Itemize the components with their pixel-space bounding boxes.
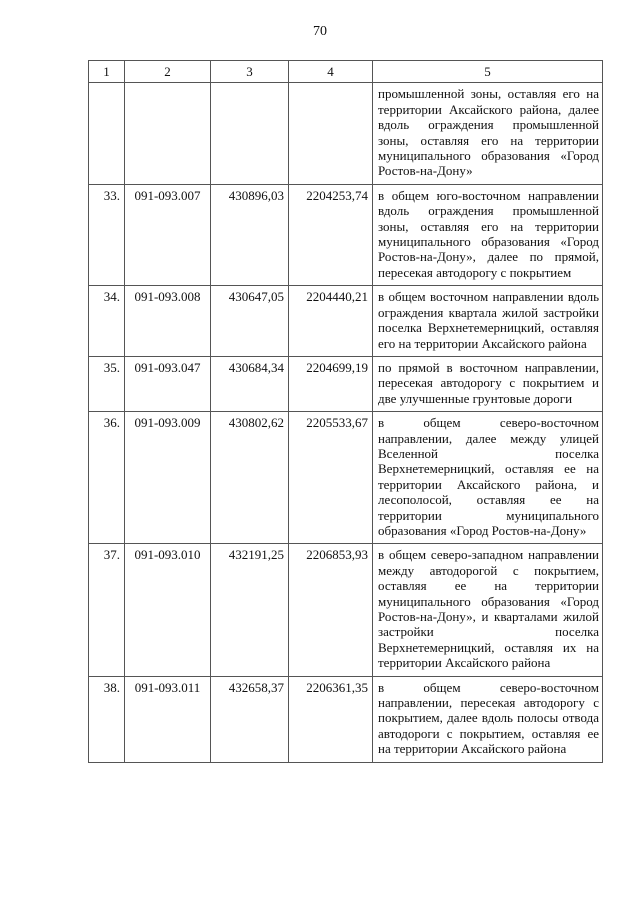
point-id: 091-093.008 <box>125 286 211 357</box>
point-id: 091-093.007 <box>125 184 211 285</box>
continuation-row <box>89 83 603 184</box>
boundary-description: в общем северо-восточном направлении, пересекая автодорогу с покрытием, далее вдоль полосы отвода автодороги с покрытием, оставляя ее на территории Аксайского района <box>373 676 603 762</box>
table-row <box>89 544 603 676</box>
empty-cell <box>289 83 373 184</box>
coordinate-x: 430896,03 <box>211 184 289 285</box>
boundary-description: в общем восточном направлении вдоль ограждения квартала жилой застройки поселка Верхнетемерницкий, оставляя его на территории Аксайского района <box>373 286 603 357</box>
coordinate-x: 432191,25 <box>211 544 289 676</box>
coordinate-y: 2204253,74 <box>289 184 373 285</box>
empty-cell <box>89 83 125 184</box>
point-id: 091-093.009 <box>125 412 211 544</box>
row-number: 37. <box>89 544 125 676</box>
table-header <box>89 61 603 83</box>
coordinate-y: 2204699,19 <box>289 356 373 411</box>
row-number: 35. <box>89 356 125 411</box>
empty-cell <box>211 83 289 184</box>
coordinate-x: 430647,05 <box>211 286 289 357</box>
boundary-description: по прямой в восточном направлении, пересекая автодорогу с покрытием и две улучшенные грунтовые дороги <box>373 356 603 411</box>
boundary-points-table <box>88 60 603 763</box>
boundary-description: в общем северо-западном направлении между автодорогой с покрытием, оставляя ее на территории муниципального образования «Город Ростов-на-Дону», и кварталами жилой застройки поселка Верхнетемерницкий, оставляя их на территории Аксайского района <box>373 544 603 676</box>
column-header-3: 3 <box>211 61 289 83</box>
column-header-5: 5 <box>373 61 603 83</box>
row-number: 34. <box>89 286 125 357</box>
point-id: 091-093.047 <box>125 356 211 411</box>
coordinate-y: 2205533,67 <box>289 412 373 544</box>
coordinate-x: 430684,34 <box>211 356 289 411</box>
table-row <box>89 184 603 285</box>
column-header-1: 1 <box>89 61 125 83</box>
point-id: 091-093.010 <box>125 544 211 676</box>
coordinate-x: 430802,62 <box>211 412 289 544</box>
header-row <box>89 61 603 83</box>
empty-cell <box>125 83 211 184</box>
row-number: 33. <box>89 184 125 285</box>
column-header-4: 4 <box>289 61 373 83</box>
page-number: 70 <box>313 24 327 39</box>
table-row <box>89 356 603 411</box>
table-row <box>89 676 603 762</box>
table-row <box>89 286 603 357</box>
row-number: 38. <box>89 676 125 762</box>
table-body <box>89 83 603 762</box>
coordinate-y: 2206361,35 <box>289 676 373 762</box>
table-row <box>89 412 603 544</box>
coordinate-x: 432658,37 <box>211 676 289 762</box>
continuation-description: промышленной зоны, оставляя его на территории Аксайского района, далее вдоль ограждения промышленной зоны, оставляя его на территории муниципального образования «Город Ростов-на-Дону» <box>373 83 603 184</box>
coordinate-y: 2206853,93 <box>289 544 373 676</box>
boundary-description: в общем северо-восточном направлении, далее между улицей Вселенной поселка Верхнетемерницкий, оставляя ее на территории Аксайского района, и лесополосой, оставляя ее на территории муниципального образования «Город Ростов-на-Дону» <box>373 412 603 544</box>
boundary-description: в общем юго-восточном направлении вдоль ограждения промышленной зоны, оставляя его на территории муниципального образования «Город Ростов-на-Дону», далее по прямой, пересекая автодорогу с покрытием <box>373 184 603 285</box>
coordinate-y: 2204440,21 <box>289 286 373 357</box>
point-id: 091-093.011 <box>125 676 211 762</box>
row-number: 36. <box>89 412 125 544</box>
column-header-2: 2 <box>125 61 211 83</box>
